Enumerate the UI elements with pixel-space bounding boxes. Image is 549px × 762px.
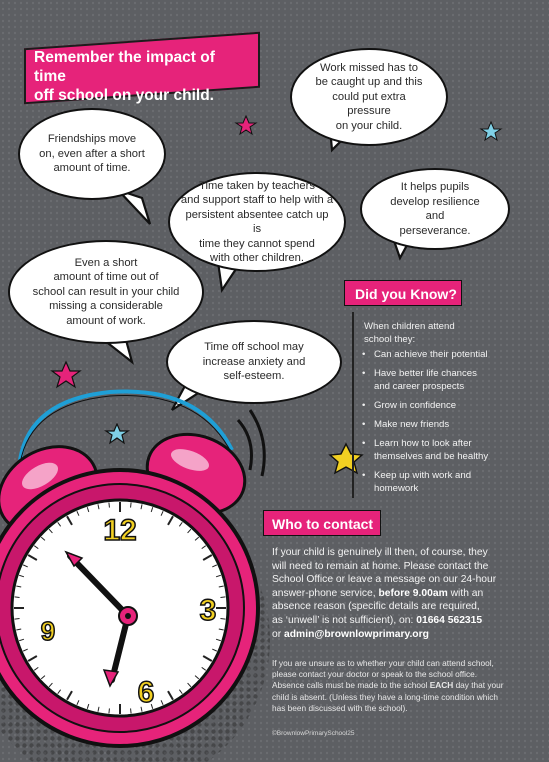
bubble-short-time: Even a short amount of time out of school can result in your child missing a considerable amount of work. xyxy=(8,240,204,344)
clock-tick xyxy=(131,503,132,508)
did-you-know-label: Did you Know? xyxy=(344,280,462,306)
clock-number-9: 9 xyxy=(40,616,56,646)
list-item: • Can achieve their potential xyxy=(362,348,512,361)
bubble-resilience: It helps pupils develop resilience and perseverance. xyxy=(360,168,510,250)
clock-tick xyxy=(109,503,110,508)
did-you-know-list xyxy=(362,348,512,501)
list-item: • Make new friends xyxy=(362,418,512,431)
did-you-know-intro: When children attend school they: xyxy=(364,321,455,345)
clock-tick xyxy=(220,597,225,598)
list-item: • Learn how to look after themselves and be healthy xyxy=(362,437,512,463)
who-to-contact-label: Who to contact xyxy=(263,510,381,536)
clock-number-6: 6 xyxy=(137,676,155,709)
title-line-2: off school on your child. xyxy=(34,87,214,104)
phone-number: 01664 562315 xyxy=(416,614,483,626)
who-to-contact-body: If your child is genuinely ill then, of course, they will need to remain at home. Please contact the School Office or leave a message on our 24-hour answer-phone service, before 9.00am with an absence reason (specific details are required, as ‘unwell’ is not sufficient), on: 01664 562315 or admin@brownlowprimary.org xyxy=(272,547,497,640)
clock-tick xyxy=(15,619,20,620)
email-address[interactable]: admin@brownlowprimary.org xyxy=(284,628,429,640)
clock-tick xyxy=(220,619,225,620)
clock-tick xyxy=(109,708,110,713)
bubble-friendships: Friendships move on, even after a short amount of time. xyxy=(18,108,166,200)
list-item: • Keep up with work and homework xyxy=(362,469,512,495)
copyright-text: ©BrownlowPrimarySchool25 xyxy=(272,730,355,737)
clock-tick xyxy=(15,597,20,598)
clock-tick xyxy=(131,708,132,713)
bubble-teachers: Time taken by teachers and support staff to help with a persistent absentee catch up is time they cannot spend with other children. xyxy=(168,172,346,272)
bubble-anxiety: Time off school may increase anxiety and self-esteem. xyxy=(166,320,342,404)
who-to-contact-note: If you are unsure as to whether your child can attend school, please contact your doctor or speak to the school office. Absence calls must be made to the school EACH day that your child is absent. (Unless they have a long-time condition which has been discussed with the school). xyxy=(272,658,504,713)
deadline-time: before 9.00am xyxy=(378,587,448,599)
alarm-clock-illustration xyxy=(0,380,270,762)
list-item: • Have better life chances and career prospects xyxy=(362,367,512,393)
clock-number-12: 12 xyxy=(103,514,137,547)
title-line-1: Remember the impact of time xyxy=(34,49,215,85)
bubble-work-missed: Work missed has to be caught up and this could put extra pressure on your child. xyxy=(290,48,448,146)
list-item: • Grow in confidence xyxy=(362,399,512,412)
clock-number-3: 3 xyxy=(199,594,217,627)
